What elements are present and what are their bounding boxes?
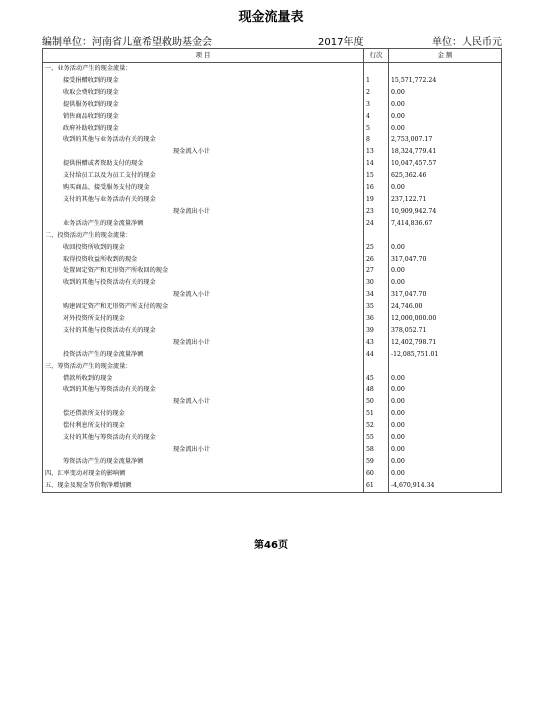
row-amount: 0.00 (389, 111, 502, 123)
table-row (43, 242, 502, 254)
table-row (43, 254, 502, 266)
header-amount: 金 额 (389, 49, 502, 63)
row-amount: 7,414,836.67 (389, 218, 502, 230)
table-row (43, 468, 502, 480)
row-amount: 15,571,772.24 (389, 75, 502, 87)
row-amount: 237,122.71 (389, 194, 502, 206)
table-row (43, 480, 502, 492)
header-line: 行次 (364, 49, 389, 63)
table-row (43, 146, 502, 158)
row-amount: 18,324,779.41 (389, 146, 502, 158)
row-label: 政府补助收到的现金 (43, 123, 364, 135)
table-row (43, 444, 502, 456)
row-amount: 0.00 (389, 373, 502, 385)
table-row (43, 277, 502, 289)
table-row (43, 337, 502, 349)
row-amount: 0.00 (389, 277, 502, 289)
row-line-number: 2 (364, 87, 389, 99)
row-line-number: 4 (364, 111, 389, 123)
unit-label: 单位：人民币元 (432, 37, 502, 48)
row-label: 五、现金及现金等价物净增加额 (43, 480, 364, 492)
row-label: 业务活动产生的现金流量净额 (43, 218, 364, 230)
row-line-number: 45 (364, 373, 389, 385)
table-row (43, 456, 502, 468)
row-line-number: 36 (364, 313, 389, 325)
row-amount: 0.00 (389, 87, 502, 99)
row-label: 现金流出小计 (43, 444, 364, 456)
row-line-number (364, 361, 389, 373)
row-line-number: 43 (364, 337, 389, 349)
row-label: 对外投资所支付的现金 (43, 313, 364, 325)
table-row (43, 384, 502, 396)
row-label: 三、筹资活动产生的现金流量： (43, 361, 364, 373)
row-line-number (364, 230, 389, 242)
row-label: 购建固定资产和无形资产所支付的现金 (43, 301, 364, 313)
row-amount: 24,746.00 (389, 301, 502, 313)
row-label: 投资活动产生的现金流量净额 (43, 349, 364, 361)
row-line-number: 14 (364, 158, 389, 170)
table-row (43, 289, 502, 301)
row-amount: 0.00 (389, 432, 502, 444)
row-amount: 317,047.70 (389, 289, 502, 301)
report-meta (42, 33, 502, 47)
row-label: 现金流入小计 (43, 396, 364, 408)
row-line-number: 23 (364, 206, 389, 218)
row-amount: 0.00 (389, 384, 502, 396)
row-amount: 0.00 (389, 420, 502, 432)
row-amount: 0.00 (389, 182, 502, 194)
row-amount: 10,909,942.74 (389, 206, 502, 218)
row-amount: -12,085,751.01 (389, 349, 502, 361)
row-label: 取得投资收益所收到的现金 (43, 254, 364, 266)
row-line-number: 8 (364, 134, 389, 146)
row-label: 现金流出小计 (43, 206, 364, 218)
row-line-number: 15 (364, 170, 389, 182)
row-amount: 0.00 (389, 444, 502, 456)
table-row (43, 134, 502, 146)
row-amount: 12,402,798.71 (389, 337, 502, 349)
row-label: 接受捐赠收到的现金 (43, 75, 364, 87)
header-item: 项 目 (43, 49, 364, 63)
row-label: 销售商品收到的现金 (43, 111, 364, 123)
row-line-number: 55 (364, 432, 389, 444)
table-row (43, 194, 502, 206)
table-row (43, 218, 502, 230)
table-row (43, 396, 502, 408)
table-row (43, 301, 502, 313)
row-amount: 10,047,457.57 (389, 158, 502, 170)
table-row (43, 206, 502, 218)
table-row (43, 87, 502, 99)
table-row (43, 420, 502, 432)
year-label: 2017年度 (318, 37, 364, 48)
row-line-number: 25 (364, 242, 389, 254)
row-amount: 0.00 (389, 265, 502, 277)
table-row (43, 123, 502, 135)
row-label: 二、投资活动产生的现金流量： (43, 230, 364, 242)
table-row (43, 408, 502, 420)
row-label: 现金流出小计 (43, 337, 364, 349)
row-amount (389, 230, 502, 242)
table-row (43, 265, 502, 277)
row-line-number: 61 (364, 480, 389, 492)
row-label: 购买商品、接受服务支付的现金 (43, 182, 364, 194)
row-line-number: 19 (364, 194, 389, 206)
row-line-number: 24 (364, 218, 389, 230)
row-amount: 0.00 (389, 242, 502, 254)
row-amount: 625,362.46 (389, 170, 502, 182)
row-line-number: 13 (364, 146, 389, 158)
table-row (43, 182, 502, 194)
table-row (43, 170, 502, 182)
row-line-number: 16 (364, 182, 389, 194)
row-line-number: 44 (364, 349, 389, 361)
row-label: 支付给员工以及为员工支付的现金 (43, 170, 364, 182)
table-row (43, 361, 502, 373)
row-label: 收回投资所收到的现金 (43, 242, 364, 254)
row-label: 支付的其他与筹资活动有关的现金 (43, 432, 364, 444)
row-amount: 0.00 (389, 99, 502, 111)
row-line-number: 30 (364, 277, 389, 289)
row-label: 借款所收到的现金 (43, 373, 364, 385)
row-label: 收到的其他与筹资活动有关的现金 (43, 384, 364, 396)
page-title: 现金流量表 (238, 10, 304, 25)
row-line-number: 52 (364, 420, 389, 432)
row-line-number: 34 (364, 289, 389, 301)
table-row (43, 158, 502, 170)
row-amount: 378,052.71 (389, 325, 502, 337)
row-line-number: 26 (364, 254, 389, 266)
row-amount: -4,670,914.34 (389, 480, 502, 492)
row-line-number: 1 (364, 75, 389, 87)
table-row (43, 325, 502, 337)
row-amount: 0.00 (389, 123, 502, 135)
row-line-number: 58 (364, 444, 389, 456)
row-line-number: 35 (364, 301, 389, 313)
row-label: 偿付利息所支付的现金 (43, 420, 364, 432)
row-line-number: 51 (364, 408, 389, 420)
row-line-number: 39 (364, 325, 389, 337)
cash-flow-table (42, 48, 502, 493)
table-row (43, 99, 502, 111)
table-row (43, 432, 502, 444)
row-amount: 2,753,007.17 (389, 134, 502, 146)
row-label: 筹资活动产生的现金流量净额 (43, 456, 364, 468)
row-label: 一、业务活动产生的现金流量： (43, 63, 364, 75)
table-row (43, 373, 502, 385)
row-label: 收到的其他与投资活动有关的现金 (43, 277, 364, 289)
row-line-number: 60 (364, 468, 389, 480)
row-label: 现金流入小计 (43, 289, 364, 301)
row-amount: 0.00 (389, 456, 502, 468)
row-label: 四、汇率变动对现金的影响额 (43, 468, 364, 480)
table-row (43, 230, 502, 242)
row-amount (389, 63, 502, 75)
row-line-number: 59 (364, 456, 389, 468)
row-amount: 317,047.70 (389, 254, 502, 266)
row-label: 处置固定资产和无形资产所收回的现金 (43, 265, 364, 277)
table-row (43, 349, 502, 361)
row-line-number: 3 (364, 99, 389, 111)
row-line-number (364, 63, 389, 75)
org-label: 编制单位：河南省儿童希望救助基金会 (42, 37, 212, 48)
row-amount: 0.00 (389, 396, 502, 408)
table-row (43, 111, 502, 123)
row-line-number: 50 (364, 396, 389, 408)
row-label: 提供服务收到的现金 (43, 99, 364, 111)
row-label: 收到的其他与业务活动有关的现金 (43, 134, 364, 146)
table-header (43, 49, 502, 63)
row-label: 收取会费收到的现金 (43, 87, 364, 99)
row-amount: 0.00 (389, 408, 502, 420)
row-label: 支付的其他与投资活动有关的现金 (43, 325, 364, 337)
page-number: 第46页 (254, 540, 288, 551)
row-line-number: 5 (364, 123, 389, 135)
row-line-number: 27 (364, 265, 389, 277)
row-label: 偿还借款所支付的现金 (43, 408, 364, 420)
row-amount: 12,000,000.00 (389, 313, 502, 325)
row-label: 支付的其他与业务活动有关的现金 (43, 194, 364, 206)
table-row (43, 75, 502, 87)
row-amount: 0.00 (389, 468, 502, 480)
row-label: 现金流入小计 (43, 146, 364, 158)
table-row (43, 313, 502, 325)
table-row (43, 63, 502, 75)
row-line-number: 48 (364, 384, 389, 396)
row-label: 提供捐赠或者资助支付的现金 (43, 158, 364, 170)
row-amount (389, 361, 502, 373)
